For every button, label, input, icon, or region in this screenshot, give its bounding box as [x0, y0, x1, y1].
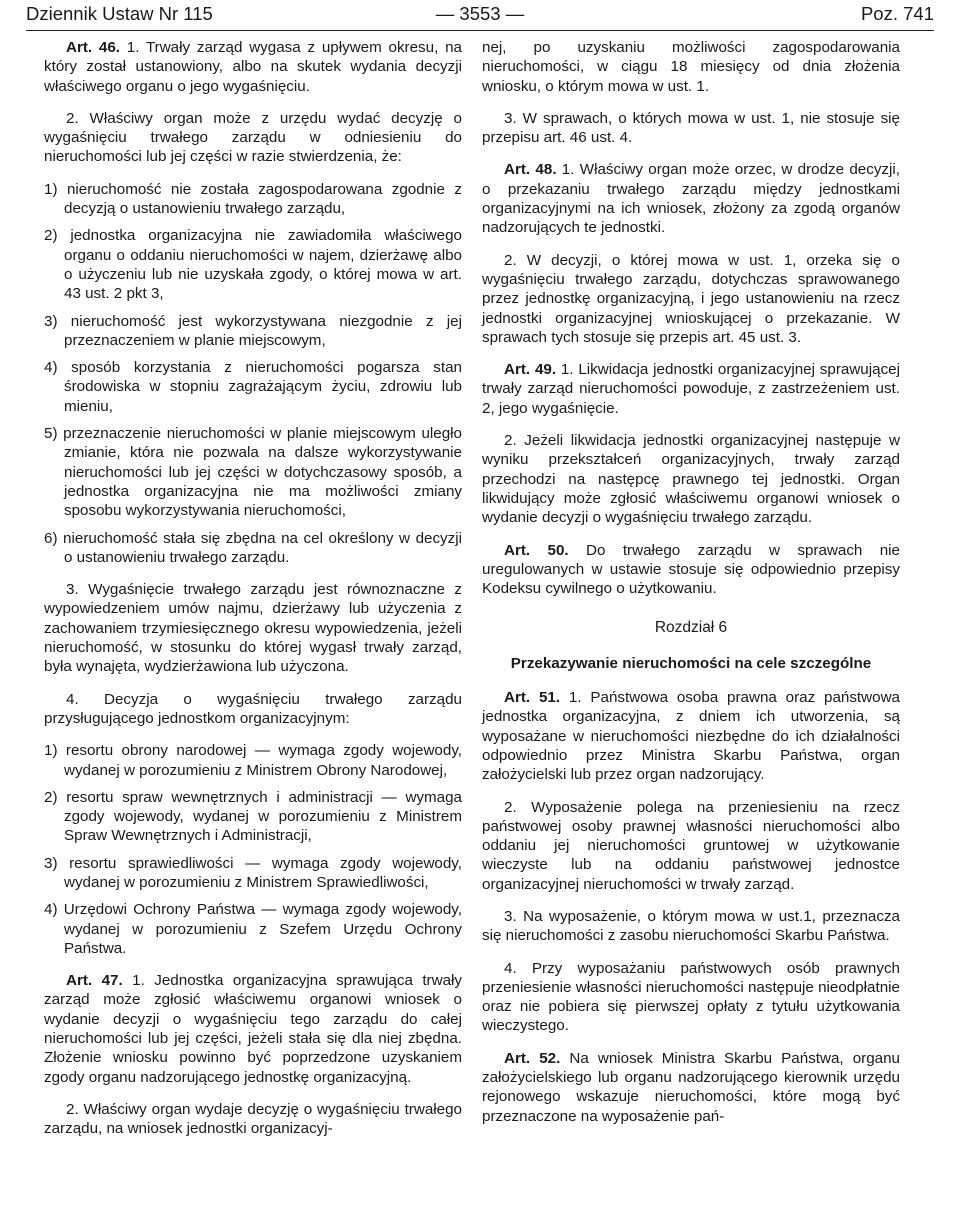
list-item: 5) przeznaczenie nieruchomości w planie miejscowym uległo zmianie, która nie pozwala na dalsze wykorzystywanie nieruchomości lub jej części w dotychczasowy sposób, a jednostka organizacyjna nie ma możliwości zmiany sposobu wykorzystywania nieruchomości, — [44, 425, 462, 520]
art47-label: Art. 47. — [66, 972, 123, 990]
chapter-heading: Rozdział 6 — [654, 619, 728, 637]
list-item: 3) resortu sprawiedliwości — wymaga zgody wojewody, wydanej w porozumieniu z Ministrem Sprawiedliwości, — [44, 854, 462, 891]
page-header — [26, 0, 934, 31]
list-item: 2) resortu spraw wewnętrznych i administracji — wymaga zgody wojewody, wydanej w porozumieniu z Ministrem Spraw Wewnętrznych i Administracji, — [44, 788, 462, 845]
art49-label: Art. 49. — [504, 361, 557, 379]
right-column — [482, 38, 900, 1139]
art46-paragraph-2: 2. Właściwy organ może z urzędu wydać decyzję o wygaśnięciu trwałego zarządu w odniesieniu do nieruchomości lub jej części w razie stwierdzenia, że: — [44, 109, 462, 166]
art49-paragraph-2: 2. Jeżeli likwidacja jednostki organizacyjnej następuje w wyniku przekształceń organizacyjnych, trwały zarząd przechodzi na następcę prawnego tej jednostki. Organ likwidujący może zgłosić właściwemu organowi wniosek o wydanie decyzji o wygaśnięciu trwałego zarządu. — [482, 432, 900, 527]
art49-paragraph-1 — [482, 360, 900, 418]
art47-paragraph-2: 2. Właściwy organ wydaje decyzję o wygaśnięciu trwałego zarządu, na wniosek jednostki organizacyj- — [44, 1100, 462, 1138]
continued-paragraph: nej, po uzyskaniu możliwości zagospodarowania nieruchomości, w ciągu 18 miesięcy od dnia złożenia wniosku, o którym mowa w ust. 1. — [482, 39, 900, 95]
art48-paragraph-2: 2. W decyzji, o której mowa w ust. 1, orzeka się o wygaśnięciu trwałego zarządu, dotychczas sprawowanego przez jednostkę organizacyjną, i jego ustanowieniu na rzecz jednostki organizacyjnej wnioskującej o przekazanie. W sprawach tych stosuje się przepis art. 45 ust. 3. — [482, 251, 900, 346]
art47-paragraph-3: 3. W sprawach, o których mowa w ust. 1, nie stosuje się przepisu art. 46 ust. 4. — [482, 109, 900, 147]
art52-paragraph-1 — [482, 1049, 900, 1126]
art51-paragraph-4: 4. Przy wyposażaniu państwowych osób prawnych przeniesienie własności nieruchomości następuje nieodpłatnie oraz nie pobiera się pierwszej opłaty z tytułu użytkowania wieczystego. — [482, 959, 900, 1035]
chapter-title: Przekazywanie nieruchomości na cele szczególne — [510, 654, 872, 672]
position-number: Poz. 741 — [860, 3, 934, 24]
art50-label: Art. 50. — [504, 541, 569, 559]
art49-p1-text: 1. Likwidacja jednostki organizacyjnej sprawującej trwały zarząd nieruchomości powoduje, z zastrzeżeniem ust. 2, jego wygaśnięcie. — [482, 361, 900, 417]
page-number: — 3553 — — [435, 3, 525, 24]
list-item: 1) nieruchomość nie została zagospodarowana zgodnie z decyzją o ustanowieniu trwałego zarządu, — [44, 180, 462, 218]
left-column — [44, 38, 462, 1152]
art51-label: Art. 51. — [504, 689, 561, 707]
art48-p1-text: 1. Właściwy organ może orzec, w drodze decyzji, o przekazaniu trwałego zarządu między jednostkami organizacyjnymi na ich wniosek, złożony za zgodą organów nadzorujących te jednostki. — [482, 161, 900, 237]
art46-label: Art. 46. — [66, 39, 121, 56]
art46-paragraph-4: 4. Decyzja o wygaśnięciu trwałego zarządu przysługującego jednostkom organizacyjnym: — [44, 690, 462, 727]
list-item: 4) sposób korzystania z nieruchomości pogarsza stan środowiska w stopniu zagrażającym życiu, zdrowiu lub mieniu, — [44, 359, 462, 415]
art48-paragraph-1 — [482, 160, 900, 237]
art51-paragraph-2: 2. Wyposażenie polega na przeniesieniu na rzecz państwowej osoby prawnej własności nieruchomości albo oddaniu jej nieruchomości gruntowej w użytkowanie wieczyste lub na oddaniu państwowej jednostce organizacyjnej nieruchomości w trwały zarząd. — [482, 798, 900, 893]
list-item: 6) nieruchomość stała się zbędna na cel określony w decyzji o ustanowieniu trwałego zarządu. — [44, 529, 462, 566]
art48-label: Art. 48. — [504, 161, 557, 179]
art46-p1-text: 1. Trwały zarząd wygasa z upływem okresu, na który został ustanowiony, albo na skutek wydania decyzji właściwego organu o jego wygaśnięciu. — [44, 39, 462, 95]
art51-paragraph-1 — [482, 688, 900, 784]
art46-paragraph-3: 3. Wygaśnięcie trwałego zarządu jest równoznaczne z wypowiedzeniem umów najmu, dzierżawy lub użyczenia z zachowaniem trzymiesięcznego okresu wypowiedzenia, jeżeli nieruchomość, w stosunku do której wygasł trwały zarząd, była wynajęta, wydzierżawiona lub użyczona. — [44, 581, 462, 676]
art46-paragraph-1 — [44, 38, 462, 96]
list-item: 1) resortu obrony narodowej — wymaga zgody wojewody, wydanej w porozumieniu z Ministrem Obrony Narodowej, — [44, 742, 462, 779]
art47-p1-text: 1. Jednostka organizacyjna sprawująca trwały zarząd może zgłosić właściwemu organowi wniosek o wydanie decyzji o wygaśnięciu tego zarządu do całej nieruchomości lub jej części, jeżeli stała się dla niej zbędna. Złożenie wniosku powinno być poprzedzone uzyskaniem zgody organu nadzorującego jednostkę organizacyjną. — [44, 972, 462, 1086]
art52-p1-text: Na wniosek Ministra Skarbu Państwa, organu założycielskiego lub organu nadzorującego kierownik urzędu rejonowego wskazuje nieruchomości, które mogą być przeznaczone na wyposażenie pań- — [482, 1049, 900, 1125]
art52-label: Art. 52. — [504, 1049, 561, 1067]
list-item: 3) nieruchomość jest wykorzystywana niezgodnie z jej przeznaczeniem w planie miejscowym, — [44, 312, 462, 349]
art50-paragraph-1 — [482, 541, 900, 599]
art47-paragraph-1 — [44, 971, 462, 1087]
journal-title: Dziennik Ustaw Nr 115 — [26, 3, 213, 24]
art50-p1-text: Do trwałego zarządu w sprawach nie uregulowanych w ustawie stosuje się odpowiednio przepisy Kodeksu cywilnego o użytkowaniu. — [482, 541, 900, 598]
list-item: 2) jednostka organizacyjna nie zawiadomiła właściwego organu o oddaniu nieruchomości w najem, dzierżawę albo o użyczeniu lub nie uzyskała zgody, o której mowa w art. 43 ust. 2 pkt 3, — [44, 227, 462, 303]
art51-paragraph-3: 3. Na wyposażenie, o którym mowa w ust.1, przeznacza się nieruchomości z zasobu nieruchomości Skarbu Państwa. — [482, 907, 900, 945]
art51-p1-text: 1. Państwowa osoba prawna oraz państwowa jednostka organizacyjna, z dniem ich utworzenia, są wyposażane w nieruchomości niezbędne do ich działalności odpowiednio przez Ministra Skarbu Państwa, organ założycielski lub przez organ nadzorujący. — [482, 689, 900, 784]
list-item: 4) Urzędowi Ochrony Państwa — wymaga zgody wojewody, wydanej w porozumieniu z Szefem Urzędu Ochrony Państwa. — [44, 901, 462, 957]
